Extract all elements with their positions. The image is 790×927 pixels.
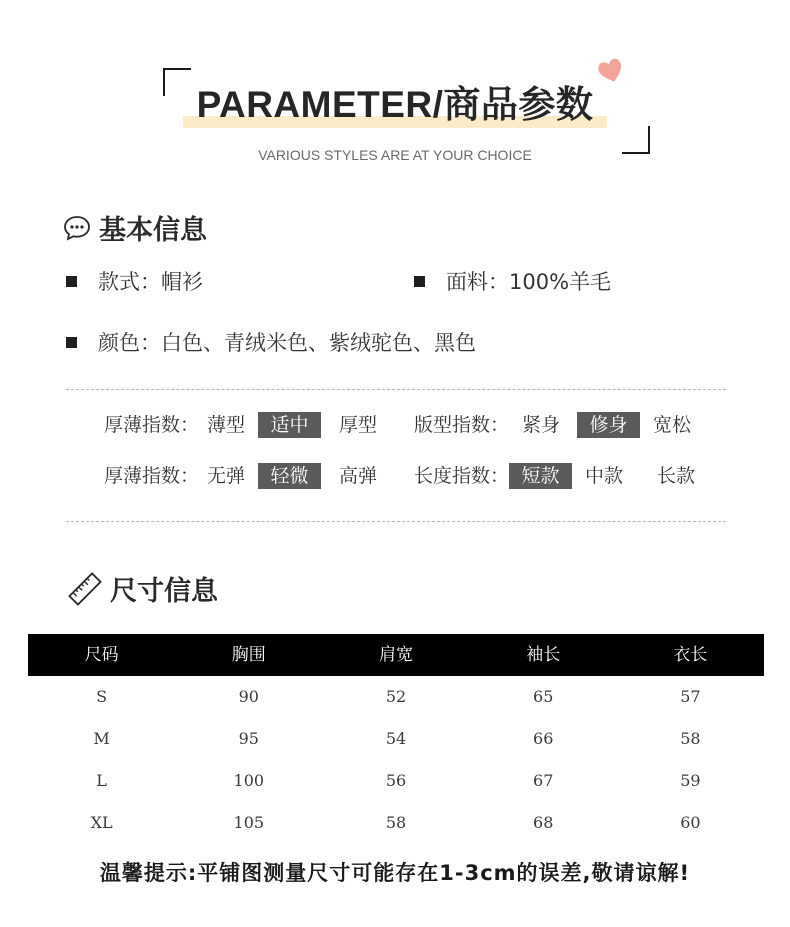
option-slight-selected: 轻微: [258, 463, 321, 489]
colors-text: 颜色：白色、青绒米色、紫绒驼色、黑色: [98, 331, 476, 355]
table-cell: S: [96, 687, 108, 706]
table-cell: 90: [238, 687, 259, 706]
fit-label: 版型指数：: [414, 414, 510, 436]
table-cell: 58: [680, 729, 701, 748]
table-cell: 66: [533, 729, 554, 748]
table-cell: 67: [533, 771, 554, 790]
page-title: PARAMETER/商品参数: [196, 84, 594, 125]
table-cell: 52: [385, 687, 407, 706]
option-medium-selected: 适中: [258, 412, 321, 438]
table-cell: 57: [680, 687, 701, 706]
divider-bottom: [66, 521, 726, 522]
table-row: [28, 802, 764, 844]
column-header-chest: 胸围: [231, 645, 266, 665]
option-slim-selected: 修身: [577, 412, 640, 438]
basic-info-heading: [63, 208, 207, 247]
table-header: [28, 634, 764, 676]
bullet-square: [66, 276, 77, 287]
table-cell: 100: [233, 771, 265, 790]
table-row: [28, 676, 764, 718]
table-cell: 54: [385, 729, 407, 748]
table-cell: 68: [533, 813, 554, 832]
column-header-shoulder: 肩宽: [379, 645, 413, 665]
option-no-stretch: 无弹: [207, 465, 246, 487]
option-loose: 宽松: [653, 414, 692, 436]
ruler-icon: [68, 572, 102, 606]
table-cell: 58: [385, 813, 407, 832]
heart-icon: [597, 58, 625, 84]
column-header-length: 衣长: [673, 645, 708, 665]
measurement-note: 温馨提示:平铺图测量尺寸可能存在1-3cm的误差,敬请谅解!: [99, 861, 691, 885]
option-long: 长款: [657, 465, 696, 487]
table-cell: 56: [385, 771, 407, 790]
table-row: [28, 760, 764, 802]
colors-line: [66, 327, 476, 357]
table-cell: 105: [233, 813, 265, 832]
divider-top: [66, 389, 726, 390]
page-subtitle: VARIOUS STYLES ARE AT YOUR CHOICE: [258, 147, 532, 163]
table-cell: XL: [90, 813, 113, 832]
bullet-square: [414, 276, 425, 287]
material-line: [414, 266, 611, 296]
length-label: 长度指数：: [414, 465, 510, 487]
table-cell: 59: [680, 771, 701, 790]
size-table: [28, 634, 764, 844]
option-thin: 薄型: [207, 414, 246, 436]
table-cell: 95: [238, 729, 259, 748]
thickness-label: 厚薄指数：: [104, 414, 200, 436]
table-cell: 65: [533, 687, 554, 706]
style-text: 款式：帽衫: [98, 270, 203, 294]
bullet-square: [66, 337, 77, 348]
option-tight: 紧身: [522, 414, 561, 436]
option-thick: 厚型: [339, 414, 378, 436]
material-text: 面料：100%羊毛: [446, 270, 612, 294]
column-header-sleeve: 袖长: [526, 645, 561, 665]
index-row-2: [0, 463, 790, 491]
size-info-title: 尺寸信息: [110, 576, 218, 607]
basic-info-title: 基本信息: [99, 215, 207, 246]
table-cell: M: [93, 729, 110, 748]
size-info-heading: [68, 569, 218, 608]
table-cell: 60: [680, 813, 701, 832]
option-short-selected: 短款: [509, 463, 572, 489]
option-high-stretch: 高弹: [339, 465, 378, 487]
column-header-size: 尺码: [84, 645, 119, 665]
table-cell: L: [96, 771, 107, 790]
table-row: [28, 718, 764, 760]
option-mid-length: 中款: [585, 465, 624, 487]
chat-bubble-icon: [63, 215, 91, 241]
elasticity-label: 厚薄指数：: [104, 465, 200, 487]
style-line: [66, 266, 203, 296]
index-row-1: [0, 412, 790, 440]
